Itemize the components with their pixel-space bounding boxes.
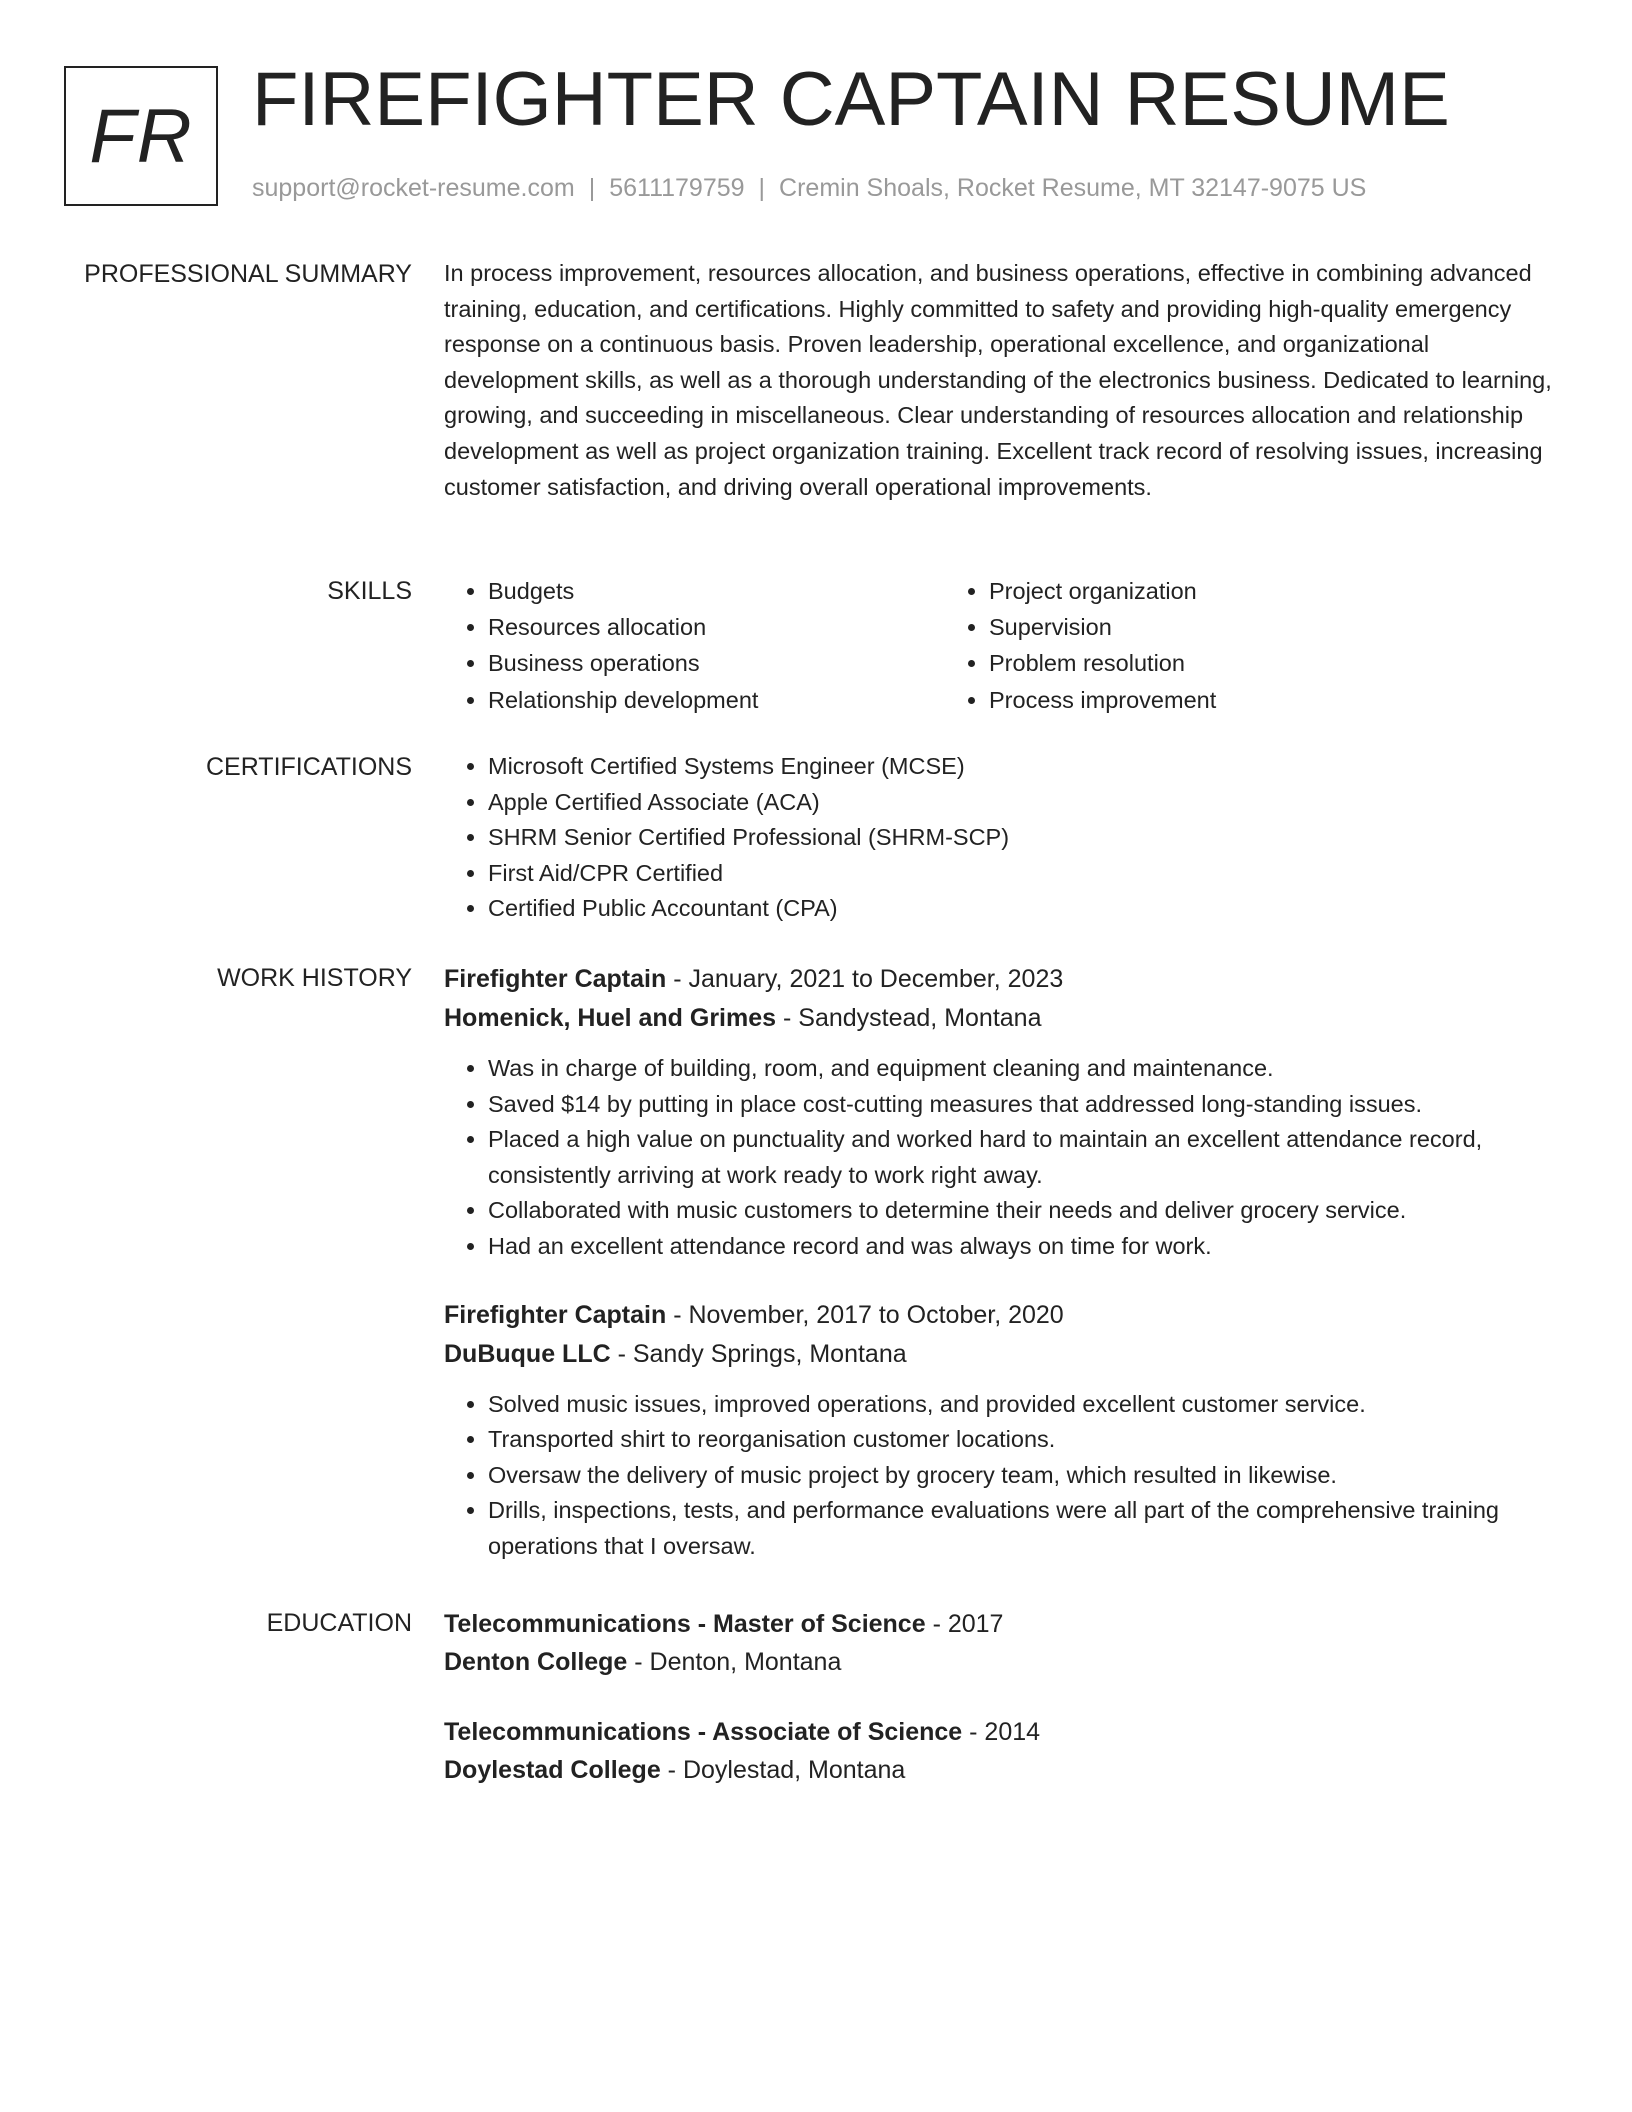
skills-list-left — [444, 573, 945, 718]
certification-item: • Certified Public Accountant (CPA) — [488, 891, 1554, 927]
job-duty: • Was in charge of building, room, and equipment cleaning and maintenance. — [488, 1051, 1554, 1087]
job-company-line — [444, 1335, 1554, 1374]
contact-address: Cremin Shoals, Rocket Resume, MT 32147-9075 US — [779, 174, 1367, 202]
contact-phone: 5611179759 — [609, 174, 745, 202]
job-duty: • Transported shirt to reorganisation customer locations. — [488, 1422, 1554, 1458]
education-school: Denton College — [444, 1648, 628, 1676]
job-duties-list — [444, 1051, 1554, 1265]
job-duty: • Solved music issues, improved operations, and provided excellent customer service. — [488, 1387, 1554, 1423]
contact-separator: | — [758, 174, 766, 202]
job-entry — [444, 1296, 1554, 1565]
education-body — [444, 1605, 1554, 1789]
job-dates: - November, 2017 to October, 2020 — [666, 1300, 1064, 1329]
summary-text: In process improvement, resources allocation, and business operations, effective in combining advanced training, education, and certifications. Highly committed to safety and providing high-quality emergency response on a continuous basis. Proven leadership, operational excellence, and organizational development skills, as well as a thorough understanding of the electronics business. Dedicated to learning, growing, and succeeding in miscellaneous. Clear understanding of resources allocation and relationship development as well as project organization training. Excellent track record of resolving issues, increasing customer satisfaction, and driving overall operational improvements. — [444, 260, 1552, 500]
job-duty: • Drills, inspections, tests, and performance evaluations were all part of the comprehensive training operations that I oversaw. — [488, 1493, 1554, 1564]
certification-item: • SHRM Senior Certified Professional (SHRM-SCP) — [488, 820, 1554, 856]
job-duty: • Oversaw the delivery of music project by grocery team, which resulted in likewise. — [488, 1458, 1554, 1494]
skill-item: • Supervision — [989, 609, 1446, 645]
skill-item: • Business operations — [488, 645, 945, 681]
work-history-body — [444, 960, 1554, 1565]
job-entry — [444, 960, 1554, 1265]
skill-item: • Process improvement — [989, 682, 1446, 718]
skills-body — [444, 573, 1554, 718]
summary-heading: PROFESSIONAL SUMMARY — [84, 260, 412, 288]
job-duties-list — [444, 1387, 1554, 1565]
education-heading: EDUCATION — [266, 1609, 412, 1637]
certifications-list — [444, 749, 1554, 927]
certification-item: • Apple Certified Associate (ACA) — [488, 785, 1554, 821]
education-location: - Denton, Montana — [627, 1648, 842, 1676]
job-company: Homenick, Huel and Grimes — [444, 1004, 777, 1032]
work-history-heading: WORK HISTORY — [217, 964, 412, 992]
certification-item: • Microsoft Certified Systems Engineer (MCSE) — [488, 749, 1554, 785]
job-duty: • Had an excellent attendance record and was always on time for work. — [488, 1229, 1554, 1265]
certifications-heading: CERTIFICATIONS — [205, 753, 412, 781]
job-duty: • Placed a high value on punctuality and worked hard to maintain an excellent attendance record, consistently arriving at work ready to work right away. — [488, 1122, 1554, 1193]
contact-email: support@rocket-resume.com — [252, 174, 575, 202]
education-school: Doylestad College — [444, 1756, 661, 1784]
monogram-box — [64, 66, 218, 206]
education-degree-line — [444, 1713, 1554, 1751]
skill-item: • Problem resolution — [989, 645, 1446, 681]
education-entry — [444, 1605, 1554, 1681]
job-title: Firefighter Captain — [444, 965, 667, 993]
skill-item: • Resources allocation — [488, 609, 945, 645]
skills-heading: SKILLS — [327, 577, 412, 605]
job-title: Firefighter Captain — [444, 1300, 667, 1329]
education-degree-line — [444, 1605, 1554, 1643]
job-title-line — [444, 1296, 1554, 1335]
education-entry — [444, 1713, 1554, 1789]
certifications-body — [444, 749, 1554, 927]
job-duty: • Saved $14 by putting in place cost-cutting measures that addressed long-standing issues. — [488, 1087, 1554, 1123]
education-degree: Telecommunications - Associate of Science — [444, 1718, 963, 1746]
contact-separator: | — [588, 174, 596, 202]
job-dates: - January, 2021 to December, 2023 — [666, 965, 1064, 993]
skill-item: • Project organization — [989, 573, 1446, 609]
certification-item: • First Aid/CPR Certified — [488, 856, 1554, 892]
contact-line — [252, 172, 1366, 204]
education-year: - 2017 — [925, 1610, 1004, 1638]
resume-title: FIREFIGHTER CAPTAIN RESUME — [252, 57, 1450, 142]
education-school-line — [444, 1751, 1554, 1789]
education-degree: Telecommunications - Master of Science — [444, 1610, 926, 1638]
education-year: - 2014 — [962, 1718, 1041, 1746]
summary-body — [444, 256, 1554, 505]
job-title-line — [444, 960, 1554, 999]
skills-list-right — [945, 573, 1446, 718]
monogram-initials: FR — [89, 93, 193, 179]
job-location: - Sandy Springs, Montana — [610, 1339, 907, 1368]
education-location: - Doylestad, Montana — [660, 1756, 906, 1784]
job-company: DuBuque LLC — [444, 1339, 611, 1368]
skill-item: • Budgets — [488, 573, 945, 609]
job-company-line — [444, 999, 1554, 1038]
job-location: - Sandystead, Montana — [776, 1004, 1042, 1032]
job-duty: • Collaborated with music customers to determine their needs and deliver grocery service. — [488, 1193, 1554, 1229]
skill-item: • Relationship development — [488, 682, 945, 718]
education-school-line — [444, 1643, 1554, 1681]
